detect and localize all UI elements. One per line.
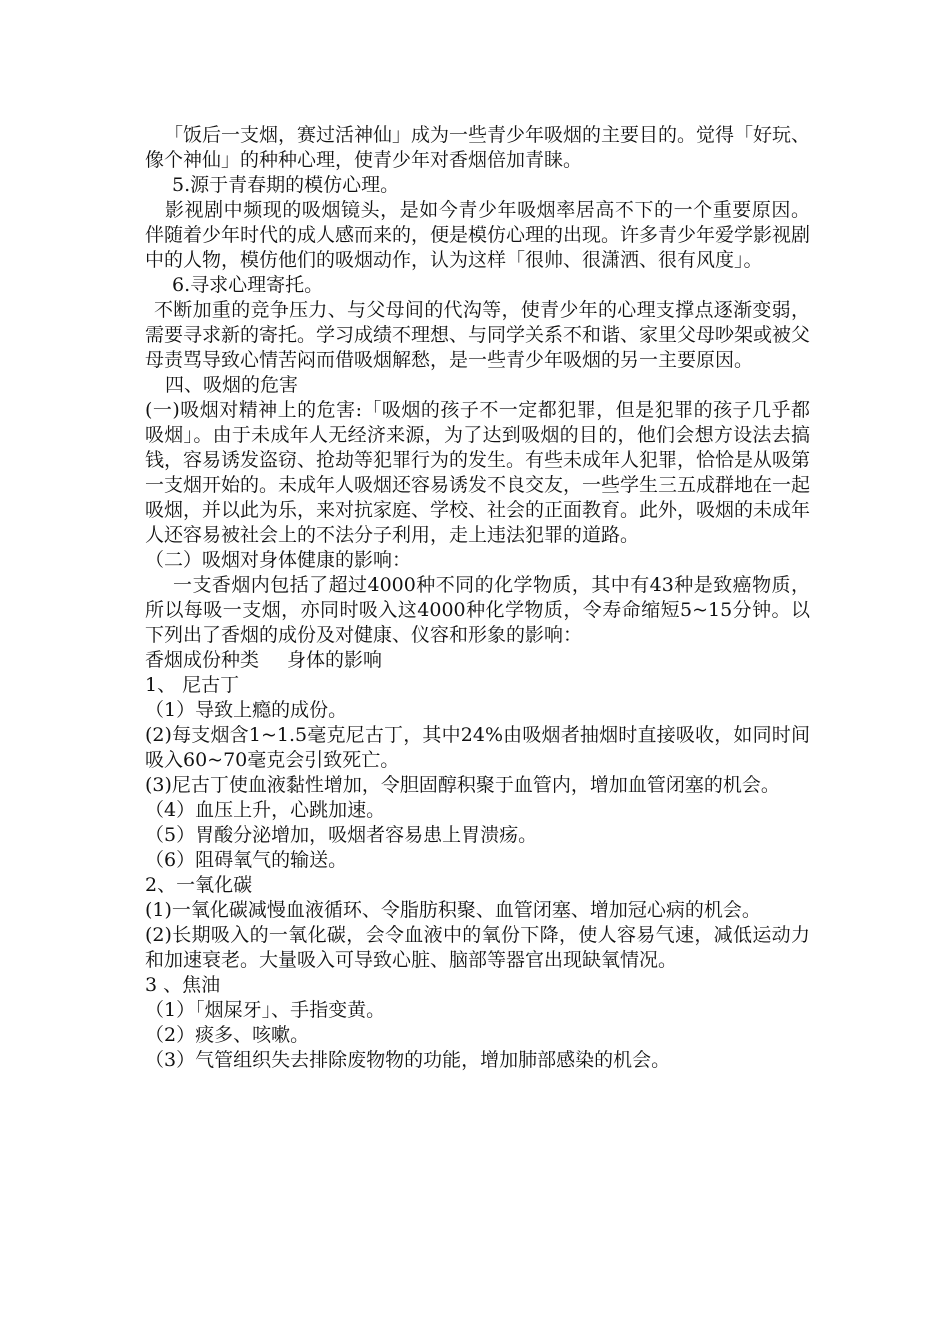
item-nicotine-4: （4）血压上升，心跳加速。 [145,799,386,821]
item-co-2: (2)长期吸入的一氧化碳，会令血液中的氧份下降，使人容易气速，减低运动力和加速衰老。大量吸入可导致心脏、脑部等器官出现缺氧情况。 [145,924,810,971]
table-header-col2: 身体的影响 [287,649,383,671]
item-carbon-monoxide: 2、一氧化碳 [145,874,253,896]
paragraph-chemicals: 一支香烟内包括了超过4000种不同的化学物质，其中有43种是致癌物质，所以每吸一支烟，亦同时吸入这4000种化学物质，令寿命缩短5~15分钟。以下列出了香烟的成份及对健康、仪容和形象的影响： [145,574,810,646]
item-nicotine-3: (3)尼古丁使血液黏性增加，令胆固醇积聚于血管内，增加血管闭塞的机会。 [145,774,780,796]
item-nicotine-1: （1）导致上瘾的成份。 [145,699,348,721]
item-nicotine-5: （5）胃酸分泌增加，吸烟者容易患上胃溃疡。 [145,824,538,846]
item-tar-1: （1）「烟屎牙」、手指变黄。 [145,999,386,1021]
paragraph-sustenance: 不断加重的竞争压力、与父母间的代沟等，使青少年的心理支撑点逐渐变弱，需要寻求新的寄托。学习成绩不理想、与同学关系不和谐、家里父母吵架或被父母责骂导致心情苦闷而借吸烟解愁，是一些青少年吸烟的另一主要原因。 [145,299,811,371]
item-tar-3: （3）气管组织失去排除废物物的功能，增加肺部感染的机会。 [145,1049,671,1071]
heading-health-effects: （二）吸烟对身体健康的影响： [145,549,412,571]
item-tar: 3 、焦油 [145,974,221,996]
heading-sustenance: 6.寻求心理寄托。 [172,274,324,296]
section-heading-harms: 四、吸烟的危害 [165,374,299,396]
paragraph-1: 「饭后一支烟，赛过活神仙」成为一些青少年吸烟的主要目的。觉得「好玩、像个神仙」的种种心理，使青少年对香烟倍加青睐。 [145,124,811,171]
paragraph-mental-harm: (一)吸烟对精神上的危害:「吸烟的孩子不一定都犯罪，但是犯罪的孩子几乎都吸烟」。由于未成年人无经济来源，为了达到吸烟的目的，他们会想方设法去搞钱，容易诱发盗窃、抢劫等犯罪行为的发生。有些未成年人犯罪，恰恰是从吸第一支烟开始的。未成年人吸烟还容易诱发不良交友，一些学生三五成群地在一起吸烟，并以此为乐，来对抗家庭、学校、社会的正面教育。此外，吸烟的未成年人还容易被社会上的不法分子利用，走上违法犯罪的道路。 [145,399,811,546]
item-tar-2: （2）痰多、咳嗽。 [145,1024,310,1046]
table-header-row [145,648,810,673]
item-co-1: (1)一氧化碳减慢血液循环、令脂肪积聚、血管闭塞、增加冠心病的机会。 [145,899,761,921]
item-nicotine: 1、 尼古丁 [145,674,240,696]
item-nicotine-6: （6）阻碍氧气的输送。 [145,849,348,871]
document-body [145,123,810,1073]
heading-imitation: 5.源于青春期的模仿心理。 [172,174,400,196]
table-header-col1: 香烟成份种类 [145,649,260,671]
paragraph-imitation: 影视剧中频现的吸烟镜头，是如今青少年吸烟率居高不下的一个重要原因。伴随着少年时代的成人感而来的，便是模仿心理的出现。许多青少年爱学影视剧中的人物，模仿他们的吸烟动作，认为这样「很帅、很潇洒、很有风度」。 [145,199,811,271]
item-nicotine-2: (2)每支烟含1~1.5毫克尼古丁，其中24%由吸烟者抽烟时直接吸收，如同时间吸入60~70毫克会引致死亡。 [145,724,810,771]
